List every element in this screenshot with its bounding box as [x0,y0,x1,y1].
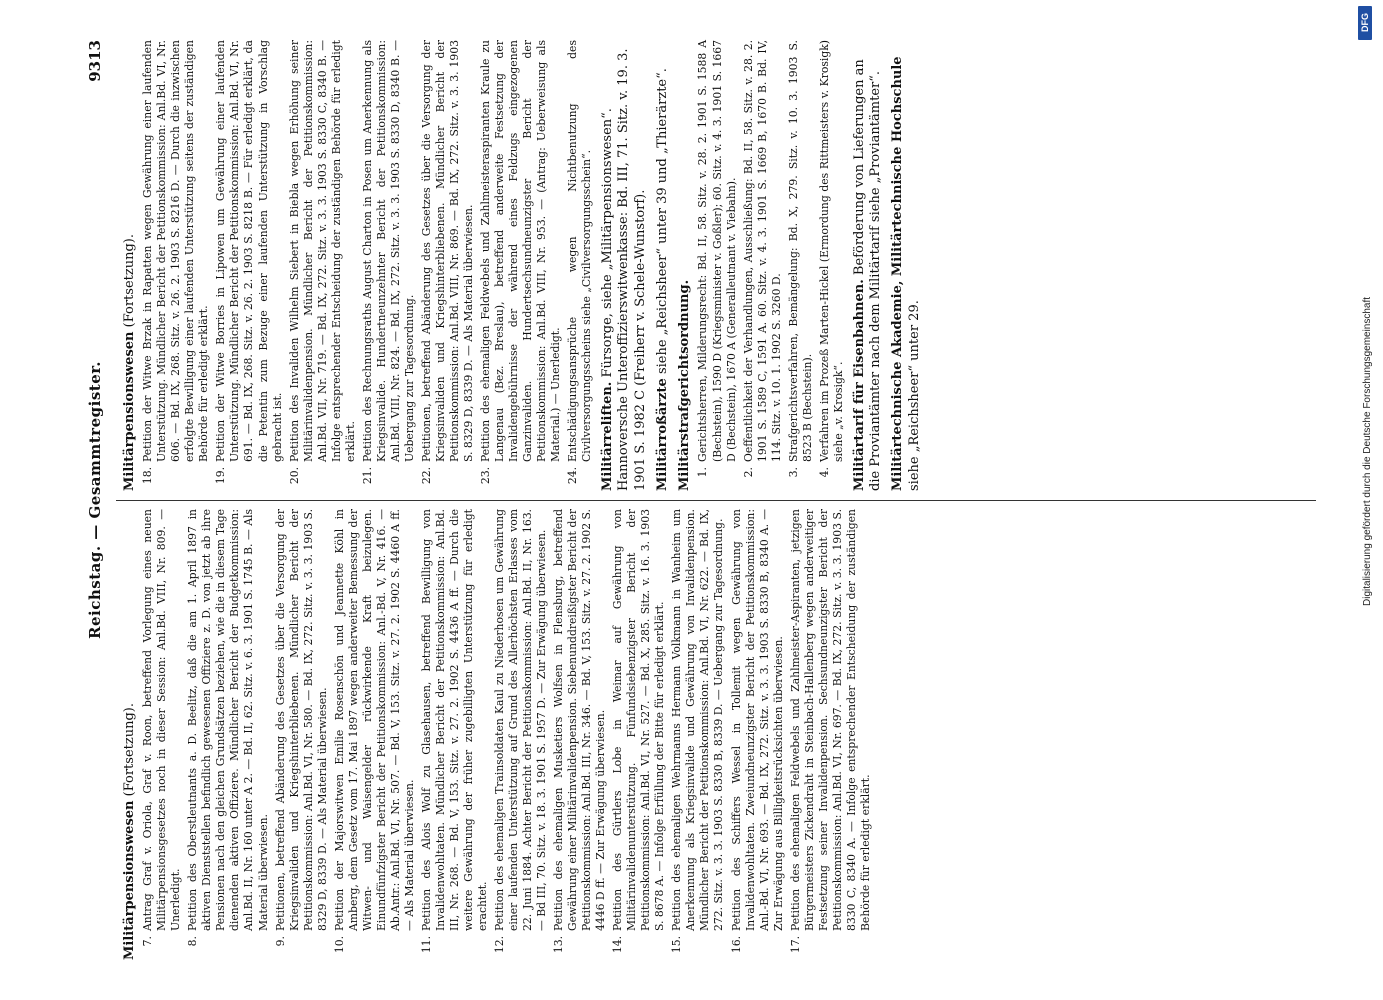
entry-text: Petitionen, betreffend Abänderung des Gesetzes über die Versorgung der Kriegsinvaliden und Kriegshinterbliebenen. Mündlicher Bericht der Petitionskommission: Anl.Bd. VI, Nr. 580. — Bd. IX, 272. Sitz. v. 3. 3. 1903 S. 8329 D, 8339 D. — Als Material überwiesen. [273,509,329,931]
entry-number: 21. [360,467,374,485]
entry-number: 11. [419,936,433,954]
register-entry [566,40,594,491]
left-section-heading [122,509,138,960]
dfg-logo: DFG [1358,6,1372,40]
entry-text: Petition des ehemaligen Feldwebels und Zahlmeisteraspiranten Kraule zu Langenau (Bez. Breslau), betreffend anderweite Festsetzung der Invalidengebührnisse der während eines Feldzugs eingezogenen Ganzinvaliden. Hundertsechsundneunzigster Bericht der Petitionskommission: Anl.Bd. VIII, Nr. 953. — (Antrag: Ueberweisung als Material.) — Unerledigt. [478,40,563,462]
entry-number: 2. [741,467,755,478]
entry-text: Oeffentlichkeit der Verhandlungen, Ausschließung: Bd. II, 58. Sitz. v. 28. 2. 1901 S. 1589 C, 1591 A. 60. Sitz. v. 4. 3. 1901 S. 1669 B, 1670 B. Bd. IV, 114. Sitz. v. 10. 1. 1902 S. 3260 D. [741,40,783,462]
entry-text: Petitionen, betreffend Abänderung des Gesetzes über die Versorgung der Kriegsinvaliden und Kriegshinterbliebenen. Mündlicher Bericht der Petitionskommission: Anl.Bd. VIII, Nr. 869. — Bd. IX, 272. Sitz. v. 3. 3. 1903 S. 8329 D, 8339 D. — Als Material überwiesen. [419,40,475,462]
block-text: siehe „Reichsheer“ unter 39 und „Thierärzte“. [654,68,670,379]
militaertechnische-akademie-block [890,40,923,491]
register-entry [670,509,726,960]
entry-number: 17. [788,936,802,954]
block-text: Fürsorge, siehe „Militärpensionswesen“. Hannoversche Unteroffizierswitwenkasse: Bd. III, 71. Sitz. v. 19. 3. 1901 S. 1982 C (Freiherr v. Schele-Wunstorf). [600,48,648,491]
register-entry [789,509,873,960]
register-entry [420,40,476,491]
block-text: siehe „Reichsheer“ unter 29. [906,300,922,491]
left-column [116,509,1316,960]
entry-text: Petition des ehemaligen Musketiers Wolfsen in Flensburg, betreffend Gewährung einer Militärinvalidenpension. Siebenunddreißigster Bericht der Petitionskommission: Anl.Bd. III, Nr. 346. — Bd. V, 153. Sitz. v. 27. 2. 1902 S. 4446 D ff. — Zur Erwägung überwiesen. [552,509,608,931]
register-entry [186,509,270,960]
entry-text: Strafgerichtsverfahren, Bemängelung: Bd. X, 279. Sitz. v. 10. 3. 1903 S. 8523 B (Bechstein). [786,40,814,462]
entry-number: 4. [817,467,831,478]
entry-number: 12. [493,936,506,954]
entry-text: Petition des Gürtlers Lobe in Weimar auf Gewährung von Militärinvalidenunterstützung. Fünfundsiebenzigster Bericht der Petitionskommission: Anl.Bd. VI, Nr. 527. — Bd. X, 285. Sitz. v. 16. 3. 1903 S. 8678 A. — Infolge Erfüllung der Bitte für erledigt erklärt. [611,509,667,931]
entry-text: Verfahren im Prozeß Marten-Hickel (Ermordung des Rittmeisters v. Krosigk) siehe „v. Krosigk“. [817,40,845,462]
entry-number: 16. [729,936,743,954]
entry-text: Petition des ehemaligen Feldwebels und Zahlmeister-Aspiranten, jetzigen Bürgermeisters Zickendraht in Steinbach-Hallenberg wegen anderweitiger Festsetzung seiner Invalidenpension. Sechsundneunzigster Bericht der Petitionskommission: Anl.Bd. VI, Nr. 697. — Bd. IX, 272. Sitz. v. 3. 3. 1903 S. 8330 C, 8340 A. — Infolge entsprechender Entscheidung der zuständigen Behörde für erledigt erklärt. [788,509,872,931]
register-entry [361,40,417,491]
entry-text: Entschädigungsansprüche wegen Nichtbenutzung des Civilversorgungsscheins siehe „Civilversorgungsschein“. [566,40,594,462]
entry-number: 15. [670,936,684,954]
register-entry [742,40,784,491]
register-entry [141,509,183,960]
page-number: 9313 [86,40,104,82]
register-entry [141,40,211,491]
entry-number: 18. [141,467,155,485]
entry-number: 22. [419,467,433,485]
block-title: Militärtarif für Eisenbahnen. [851,279,867,491]
register-entry [787,40,815,491]
block-title: Militärroßärzte [654,378,670,491]
entry-text: Petition des ehemaligen Trainsoldaten Kaul zu Niederhosen um Gewährung einer laufenden Unterstützung auf Grund des Allerhöchsten Erlasses vom 22. Juni 1884. Achter Bericht der Petitionskommission: Anl.Bd. II, Nr. 163. — Bd III, 70. Sitz. v. 18. 3. 1901 S. 1957 D. — Zur Erwägung überwiesen. [493,509,549,931]
entry-number: 3. [786,467,800,478]
entry-text: Petition der Witwe Brzak in Rapatten wegen Gewährung einer laufenden Unterstützung. Mündlicher Bericht der Petitionskommission: Anl.Bd. VI, Nr. 606. — Bd. IX, 268. Sitz. v. 26. 2. 1903 S. 8216 D. — Durch die inzwischen erfolgte Bewilligung einer laufenden Unterstützung seitens der zuständigen Behörde für erledigt erklärt. [141,40,211,462]
block-text: Beförderung von Lieferungen an die Proviantämter nach dem Militärtarif siehe „Proviantämter“. [851,59,884,491]
register-entry [274,509,330,960]
left-entry-list [141,509,873,960]
left-section-title: Militärpensionswesen [122,800,137,960]
right-entry-list [141,40,594,491]
left-section-suffix: (Fortsetzung). [122,703,137,801]
entry-number: 20. [287,467,301,485]
register-entry [552,509,608,960]
register-entry [214,40,284,491]
entry-text: Gerichtsherren, Milderungsrecht: Bd. II, 58. Sitz. v. 28. 2. 1901 S. 1588 A (Bechstein), 1590 D (Kriegsminister v. Goßler); 60. Sitz. v. 4. 3. 1901 S. 1667 D (Bechstein), 1670 A (Generalleutnant v. Viebahn). [696,40,738,462]
militaerrelikten-block [600,40,649,491]
register-entry [333,509,417,960]
entry-number: 19. [214,467,228,485]
register-entry [611,509,667,960]
entry-number: 10. [332,936,346,954]
entry-text: Petition des Alois Wolf zu Glasehausen, betreffend Bewilligung von Invalidenwohltaten. Mündlicher Bericht der Petitionskommission: Anl.Bd. III, Nr. 268. — Bd. V, 153. Sitz. v. 27. 2. 1902 S. 4436 A ff. — Durch die weitere Gewährung der früher zugebilligten Unterstützung für erledigt erachtet. [419,509,489,931]
register-entry [730,509,786,960]
block-title: Militärtechnische Akademie, Militärtechnische Hochschule [890,56,906,491]
entry-text: Petition des Oberstleutnants a. D. Beelitz, daß die am 1. April 1897 in aktiven Dienststellen befindlich gewesenen Offiziere z. D. von jetzt ab ihre Pensionen nach den gleichen Grundsätzen beziehen, wie die in diesem Tage dienenden aktiven Offiziere. Mündlicher Bericht der Budgetkommission: Anl.Bd. II, Nr. 160 unter A 2. — Bd. II, 62. Sitz. v. 6. 3. 1901 S. 1745 B. — Als Material überwiesen. [186,509,270,931]
entry-number: 8. [186,936,200,947]
entry-text: Petition des Schiffers Wessel in Tollemit wegen Gewährung von Invalidenwohltaten. Zweiundneunzigster Bericht der Petitionskommission: Anl.-Bd. VI, Nr. 693. — Bd. IX, 272. Sitz. v. 3. 3. 1903 S. 8330 B, 8340 A. — Zur Erwägung aus Billigkeitsrücksichten überwiesen. [729,509,785,931]
militaerstrafgerichtsordnung-title: Militärstrafgerichtsordnung. [677,279,693,491]
entry-number: 7. [141,936,155,947]
entry-number: 14. [611,936,625,954]
right-section-suffix: (Fortsetzung). [122,234,137,332]
running-head [82,40,108,960]
entry-text: Petition der Witwe Borries in Lipowen um Gewährung einer laufenden Unterstützung. Mündlicher Bericht der Petitionskommission: Anl.Bd. VI, Nr. 691. — Bd. IX, 268. Sitz. v. 26. 2. 1903 S. 8218 B. — Für erledigt erklärt, da die Petentin zum Bezuge einer laufenden Unterstützung in Vorschlag gebracht ist. [214,40,284,462]
right-column [116,40,1316,491]
entry-number: 9. [273,936,287,947]
scanned-page [70,20,1350,980]
register-entry [818,40,846,491]
register-entry [493,509,549,960]
page-header-title: Reichstag. — Gesammtregister. [86,361,104,639]
register-entry [696,40,738,491]
militaertarif-block [852,40,885,491]
entry-number: 24. [566,467,580,485]
entry-number: 13. [552,936,566,954]
entry-text: Petition der Majorswitwen Emilie Rosenschön und Jeannette Köhl in Amberg, dem Gesetz vom 17. Mai 1897 wegen anderweiter Bemessung der Witwen- und Waisengelder rückwirkende Kraft beizulegen. Einundfünfzigster Bericht der Petitionskommission: Anl.-Bd. V, Nr. 416. — Ab.Antr.: Anl.Bd. VI, Nr. 507. — Bd. V, 153. Sitz. v. 27. 2. 1902 S. 4460 A ff. — Als Material überwiesen. [332,509,416,931]
entry-text: Petition des Rechnungsraths August Charton in Posen um Anerkennung als Kriegsinvalide. Hundertneunzehnter Bericht der Petitionskommission: Anl.Bd. VIII, Nr. 824. — Bd. IX, 272. Sitz. v. 3. 3. 1903 S. 8330 D, 8340 B. — Uebergang zur Tagesordnung. [360,40,416,462]
register-entry [479,40,563,491]
digitization-credit: Digitalisierung gefördert durch die Deutsche Forschungsgemeinschaft [1362,296,1373,606]
entry-number: 1. [696,467,710,478]
entry-number: 23. [478,467,492,485]
strafgericht-entry-list [696,40,845,491]
entry-text: Petition des Invaliden Wilhelm Siebert in Biebla wegen Erhöhung seiner Militärinvalidenpension. Mündlicher Bericht der Petitionskommission: Anl.Bd. VII, Nr. 719. — Bd. IX, 272. Sitz. v. 3. 3. 1903 S. 8330 C, 8340 B. — Infolge entsprechender Entscheidung der zuständigen Behörde für erledigt erklärt. [287,40,357,462]
entry-text: Antrag Graf v. Oriola, Graf v. Roon, betreffend Vorlegung eines neuen Militärpensionsgesetzes noch in dieser Session: Anl.Bd. VIII, Nr. 809. — Unerledigt. [141,509,183,931]
right-section-title: Militärpensionswesen [122,331,137,491]
entry-text: Petition des ehemaligen Wehrmanns Hermann Volkmann in Wanheim um Anerkennung als Kriegsinvalide und Gewährung von Invalidenpension. Mündlicher Bericht der Petitionskommission: Anl.Bd. VI, Nr. 622. — Bd. IX, 272. Sitz. v. 3. 3. 1903 S. 8330 B, 8339 D. — Uebergang zur Tagesordnung. [670,509,726,931]
block-title: Militärreliften. [600,381,616,491]
register-entry [420,509,490,960]
right-section-heading [122,40,138,491]
militaerrossaerzte-block [655,40,671,491]
register-entry [288,40,358,491]
